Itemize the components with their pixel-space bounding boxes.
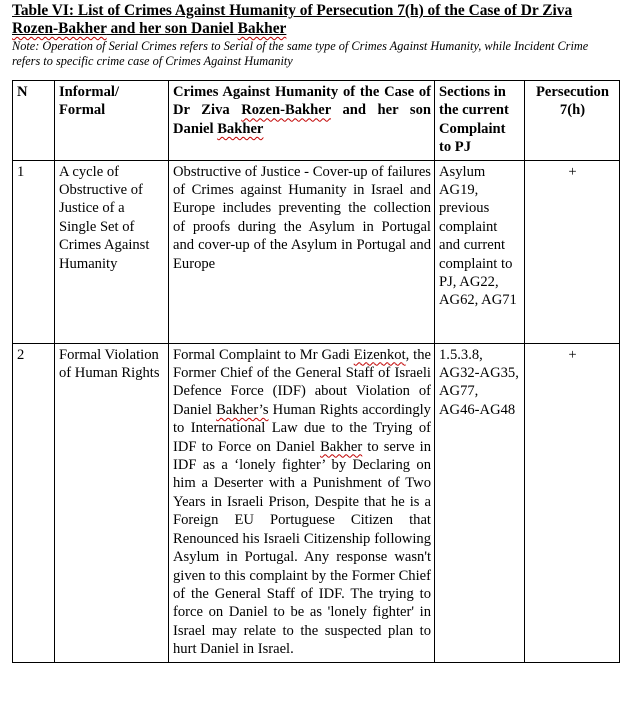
header-informal-formal: Informal/ Formal bbox=[55, 81, 169, 161]
cell-n: 1 bbox=[13, 160, 55, 343]
table-row bbox=[13, 343, 620, 662]
cell-n: 2 bbox=[13, 343, 55, 662]
header-n: N bbox=[13, 81, 55, 161]
cell-sections: 1.5.3.8, AG32-AG35, AG77, AG46-AG48 bbox=[435, 343, 525, 662]
table-title: Table VI: List of Crimes Against Humanity of Persecution 7(h) of the Case of Dr Ziva Rozen-Bakher and her son Daniel Bakher bbox=[12, 2, 573, 37]
crimes-table bbox=[12, 80, 620, 663]
document-page bbox=[12, 2, 618, 658]
cell-informal-formal: A cycle of Obstructive of Justice of a Single Set of Crimes Against Humanity bbox=[55, 160, 169, 343]
cell-crimes-word: Eizenkot bbox=[353, 346, 406, 363]
header-persecution: Persecution 7(h) bbox=[525, 81, 620, 161]
header-crimes-son-word: Bakher bbox=[217, 120, 264, 137]
cell-crimes-word: Bakher’s bbox=[216, 401, 269, 418]
cell-informal-formal: Formal Violation of Human Rights bbox=[55, 343, 169, 662]
cell-crimes-word: Bakher bbox=[320, 438, 363, 455]
cell-persecution: + bbox=[525, 343, 620, 662]
cell-persecution: + bbox=[525, 160, 620, 343]
cell-sections: Asylum AG19, previous complaint and current complaint to PJ, AG22, AG62, AG71 bbox=[435, 160, 525, 343]
header-crimes: Crimes Against Humanity of the Case of Dr Ziva Rozen-Bakher and her son Daniel Bakher bbox=[169, 81, 435, 161]
header-sections: Sections in the current Complaint to PJ bbox=[435, 81, 525, 161]
cell-crimes: Obstructive of Justice - Cover-up of failures of Crimes against Humanity in Israel and Europe includes preventing the collection of proofs during the Asylum in Portugal and cover-up of the Asylum in Portugal and Europe bbox=[169, 160, 435, 343]
table-row bbox=[13, 160, 620, 343]
title-son-word: Bakher bbox=[237, 20, 287, 37]
table-header-row bbox=[13, 81, 620, 161]
title-name-word: Rozen-Bakher bbox=[12, 20, 107, 37]
table-note: Note: Operation of Serial Crimes refers to Serial of the same type of Crimes Against Humanity, while Incident Crime refers to specific crime case of Crimes Against Humanity bbox=[12, 39, 589, 68]
cell-crimes: Formal Complaint to Mr Gadi Eizenkot, the Former Chief of the General Staff of Israeli Defence Force (IDF) about Violation of Daniel Bakher’s Human Rights accordingly to International Law due to the Trying of IDF to Force on Daniel Bakher to serve in IDF as a ‘lonely fighter’ by Declaring on him a Deserter with a Punishment of Two Years in Israeli Prison, Despite that he is a Foreign EU Portuguese Citizen that Renounced his Israeli Citizenship following Asylum in Portugal. Any response wasn't given to this complaint by the Former Chief of the General Staff of IDF. The trying to force on Daniel to be as 'lonely fighter' in Israel may relate to the suspected plan to hurt Daniel in Israel. bbox=[169, 343, 435, 662]
header-crimes-name-word: Rozen-Bakher bbox=[241, 102, 331, 119]
